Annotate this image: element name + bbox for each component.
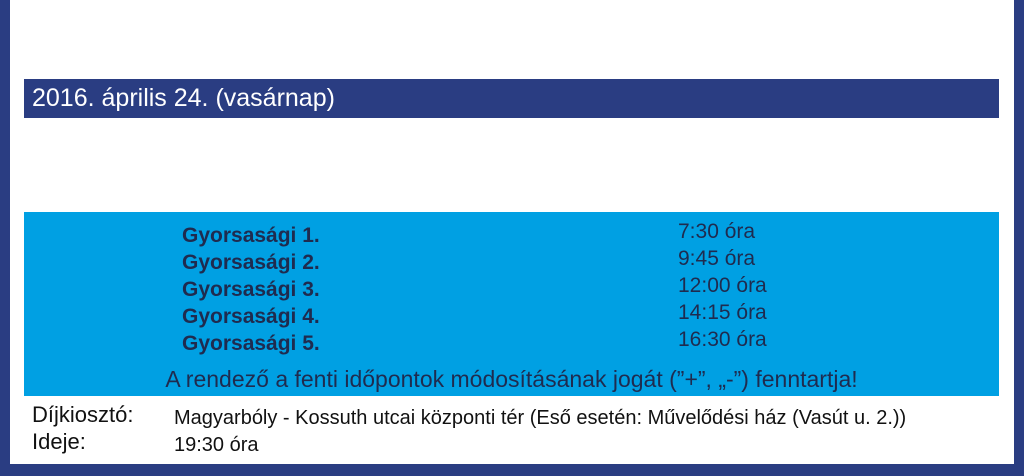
race-row bbox=[24, 249, 999, 276]
race-time: 14:15 óra bbox=[678, 301, 767, 324]
schedule-notice: A rendező a fenti időpontok módosításának jogát (”+”, „-”) fenntartja! bbox=[165, 366, 858, 392]
race-time: 9:45 óra bbox=[678, 247, 756, 270]
race-row bbox=[24, 276, 999, 303]
race-row bbox=[24, 330, 999, 357]
race-time: 16:30 óra bbox=[678, 328, 767, 351]
race-row bbox=[24, 303, 999, 330]
award-ceremony-location: Magyarbóly - Kossuth utcai központi tér (Eső esetén: Művelődési ház (Vasút u. 2.)) bbox=[174, 407, 907, 429]
event-date: 2016. április 24. (vasárnap) bbox=[32, 84, 335, 112]
race-name: Gyorsasági 3. bbox=[182, 278, 320, 301]
race-name: Gyorsasági 2. bbox=[182, 251, 320, 274]
award-time: 19:30 óra bbox=[174, 434, 259, 456]
race-schedule bbox=[24, 212, 999, 396]
award-time-label: Ideje: bbox=[32, 429, 86, 454]
award-ceremony-label: Díjkiosztó: bbox=[32, 402, 134, 427]
race-name: Gyorsasági 5. bbox=[182, 332, 320, 355]
race-row bbox=[24, 222, 999, 249]
race-name: Gyorsasági 1. bbox=[182, 224, 320, 247]
event-date-banner bbox=[24, 79, 999, 118]
race-name: Gyorsasági 4. bbox=[182, 305, 320, 328]
race-time: 7:30 óra bbox=[678, 220, 756, 243]
race-time: 12:00 óra bbox=[678, 274, 767, 297]
